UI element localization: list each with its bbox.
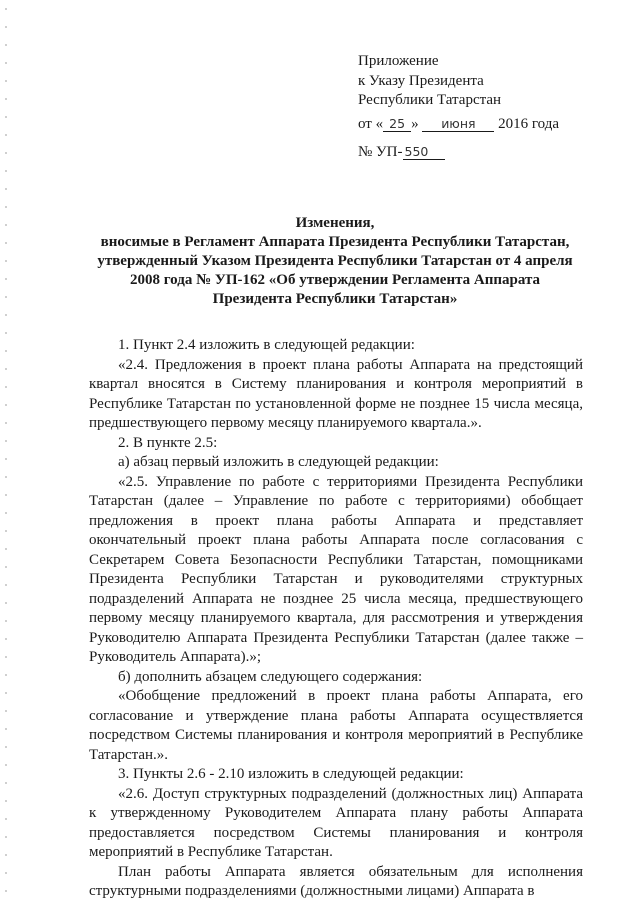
decree-month-handwritten: июня [422, 117, 494, 132]
decree-number-line [358, 142, 559, 166]
decree-reference [358, 114, 559, 166]
annex-line: Приложение [358, 53, 439, 69]
body-paragraph: 3. Пункты 2.6 - 2.10 изложить в следующей редакции: [118, 766, 464, 782]
annex-line: Республики Татарстан [358, 92, 502, 108]
title-line: 2008 года № УП-162 «Об утверждении Регламента Аппарата [129, 272, 541, 288]
body-paragraph: а) абзац первый изложить в следующей редакции: [118, 454, 439, 470]
document-body [89, 336, 583, 902]
scan-edge-marks [3, 0, 9, 905]
body-paragraph: 1. Пункт 2.4 изложить в следующей редакции: [118, 337, 415, 353]
decree-number-handwritten: 550 [403, 145, 445, 160]
body-paragraph: План работы Аппарата является обязательным для исполнения структурными подразделениями (должностными лицами) Аппарата в [89, 863, 583, 899]
body-paragraph: «2.5. Управление по работе с территориями Президента Республики Татарстан (далее – Управление по работе с территориями) обобщает предложения в проект плана работы Аппарата и представляет окончательный проект плана работы Аппарата после согласования с Секретарем Совета Безопасности Республики Татарстан, помощниками Президента Республики Татарстан и руководителями структурных подразделений Аппарата не позднее 25 числа месяца, предшествующего первому месяцу планируемого квартала, для рассмотрения и утверждения Руководителю Аппарата Президента Республики Татарстан (далее также – Руководитель Аппарата).»; [89, 473, 583, 665]
title-line: утвержденный Указом Президента Республики Татарстан от 4 апреля [97, 253, 573, 269]
body-paragraph: «2.4. Предложения в проект плана работы Аппарата на предстоящий квартал вносятся в Систему планирования и контроля мероприятий в Республике Татарстан по установленной форме не позднее 15 числа месяца, предшествующего первому месяцу планируемого квартала.». [89, 356, 583, 431]
title-line: Изменения, [295, 215, 375, 231]
body-paragraph: «Обобщение предложений в проект плана работы Аппарата, его согласование и утверждение плана работы Аппарата осуществляется посредством Системы планирования и контроля мероприятий в Республике Татарстан.». [89, 688, 583, 763]
title-line: вносимые в Регламент Аппарата Президента Республики Татарстан, [100, 234, 570, 250]
title-line: Президента Республики Татарстан» [212, 291, 458, 307]
decree-day-handwritten: 25 [383, 117, 411, 132]
annex-header [358, 52, 501, 111]
body-paragraph: «2.6. Доступ структурных подразделений (должностных лиц) Аппарата к утвержденному Руководителем Аппарата плану работы Аппарата предоставляется посредством Системы планирования и контроля мероприятий в Республике Татарстан. [89, 785, 583, 860]
annex-line: к Указу Президента [358, 72, 484, 89]
decree-year: 2016 года [498, 116, 559, 132]
decree-number-prefix: № УП- [358, 144, 403, 160]
decree-from-prefix: от « [358, 116, 384, 132]
body-paragraph: б) дополнить абзацем следующего содержания: [118, 668, 423, 685]
decree-quote-close: » [411, 116, 419, 132]
document-title [60, 214, 610, 309]
decree-date-line [358, 114, 559, 138]
body-paragraph: 2. В пункте 2.5: [118, 434, 218, 451]
